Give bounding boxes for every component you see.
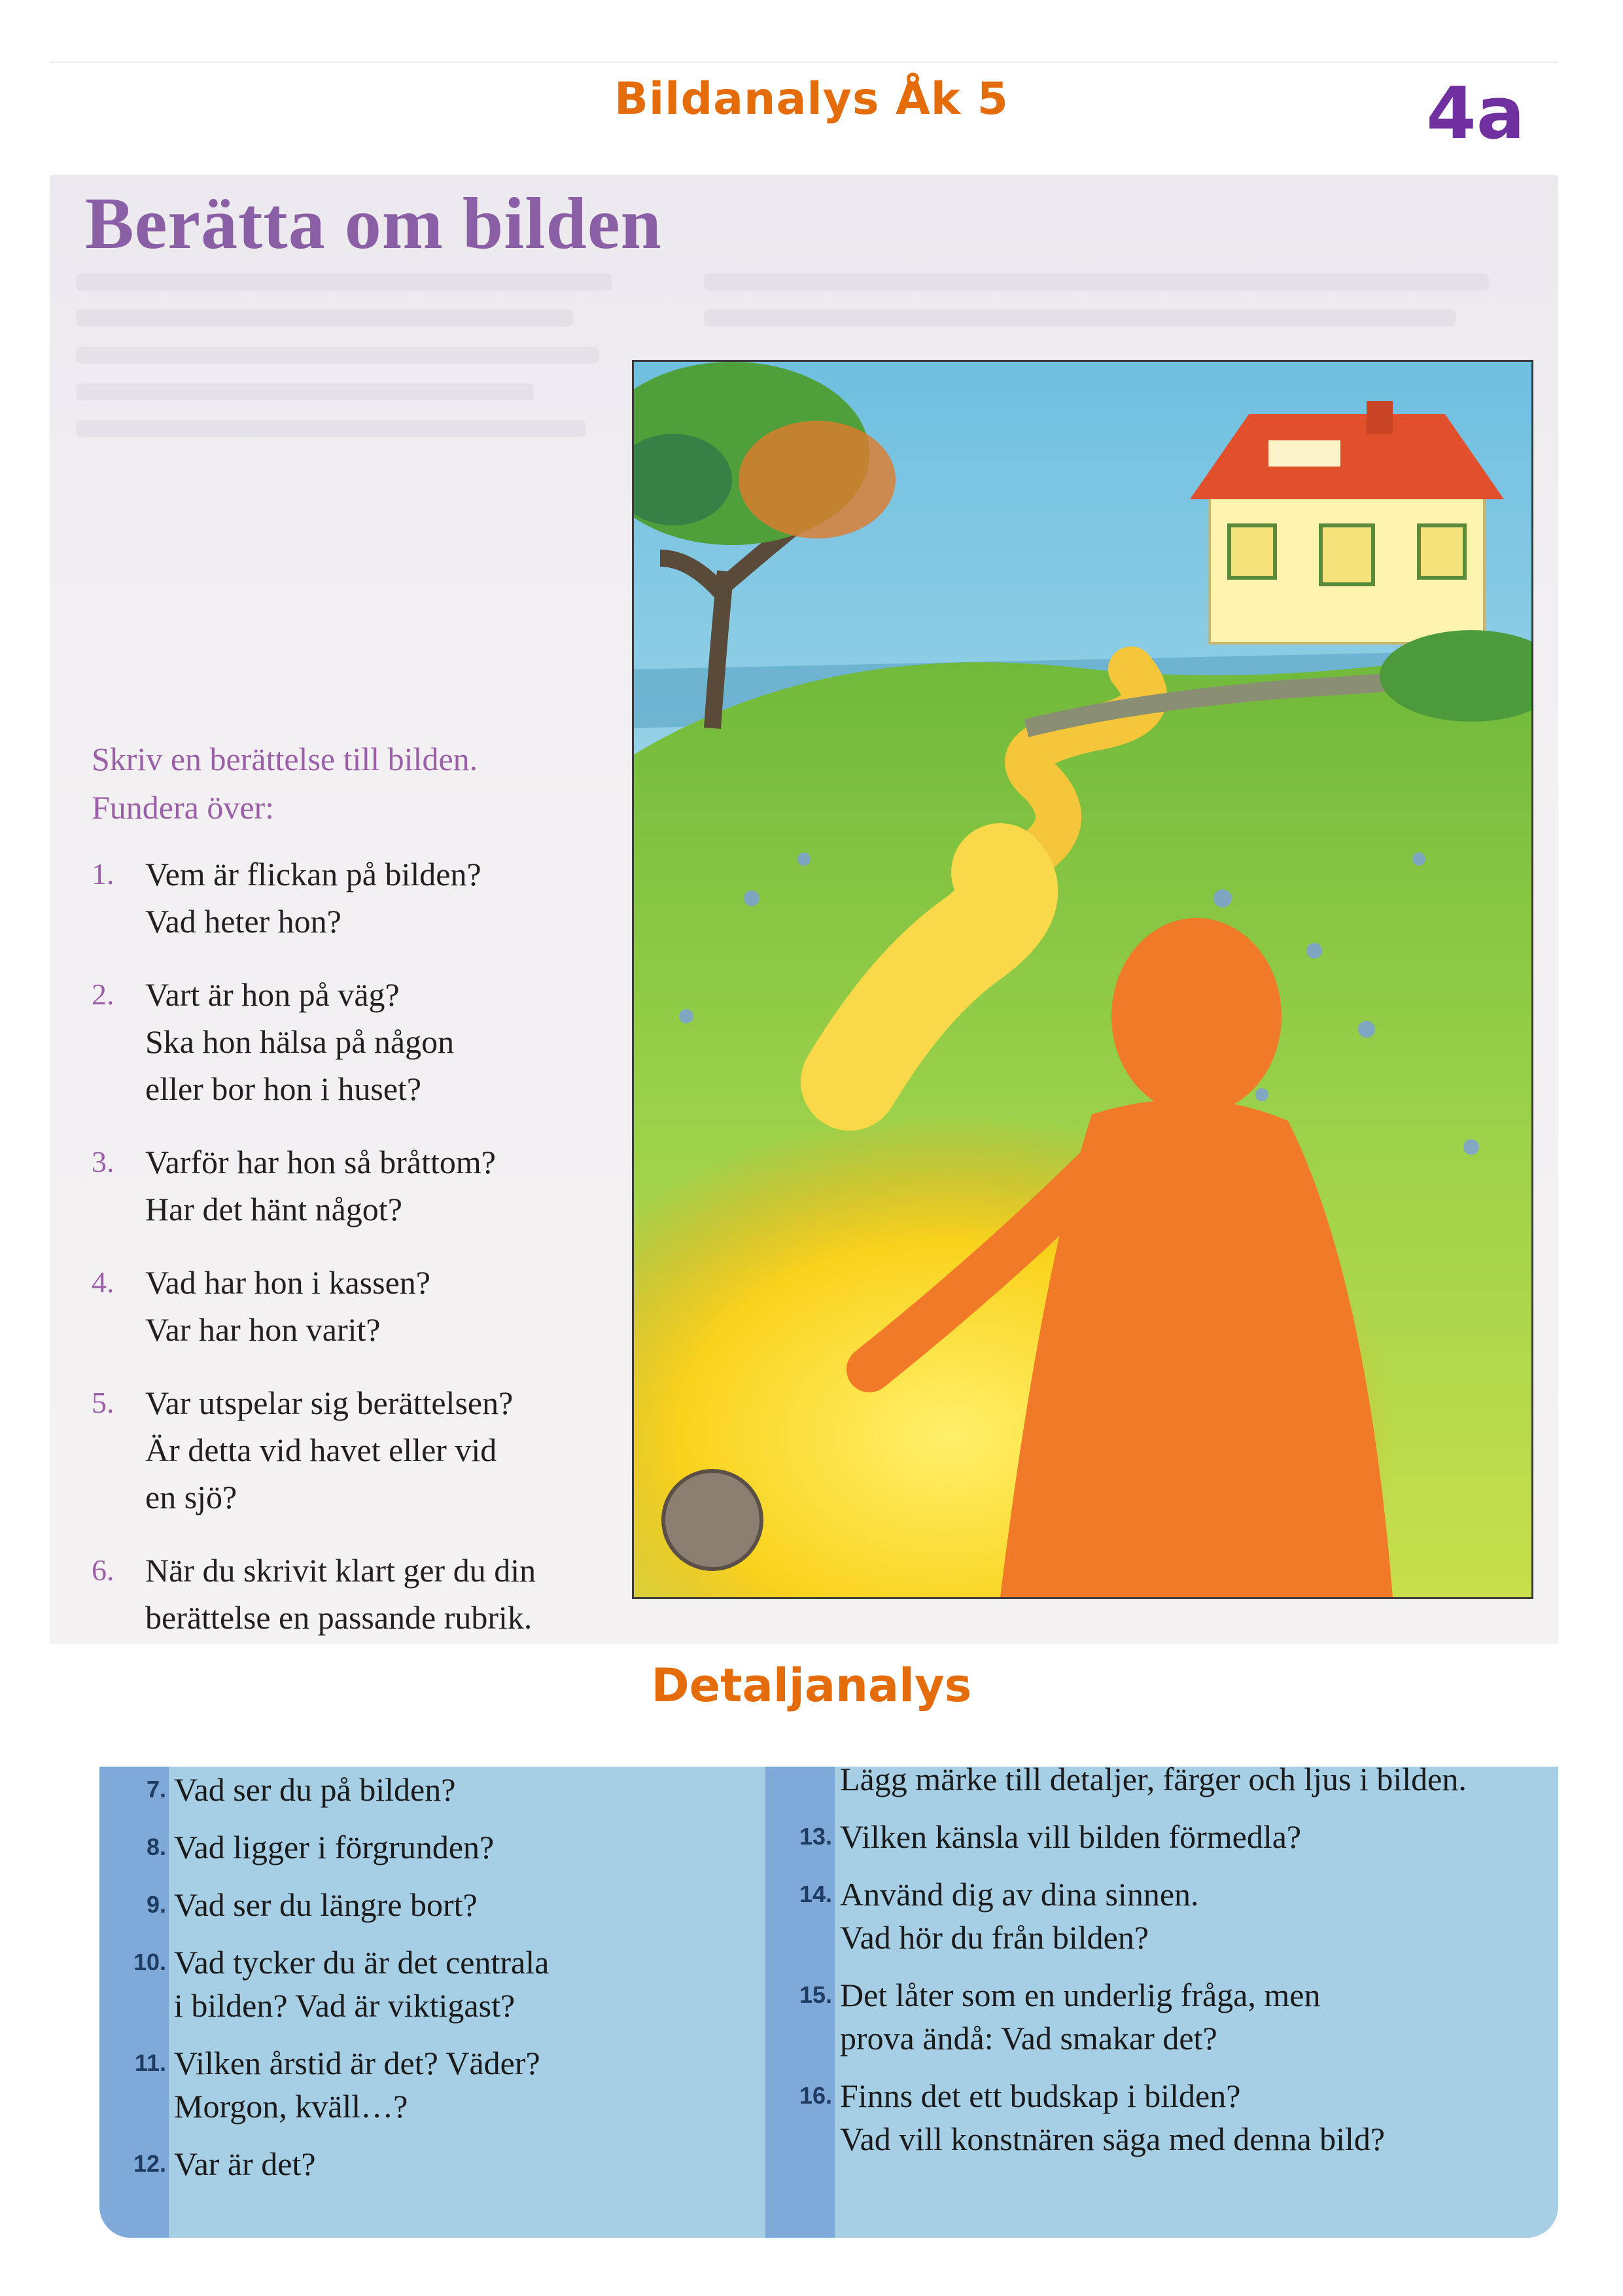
detail-number: 9.	[146, 1891, 166, 1918]
detail-text: Vad ser du längre bort?	[174, 1886, 478, 1923]
detail-panel	[99, 1767, 1558, 2238]
detail-left-column	[106, 1768, 549, 2200]
question-text: När du skrivit klart ger du din berättelse en passande rubrik.	[145, 1552, 536, 1636]
prompt-line: Skriv en berättelse till bilden.	[92, 741, 478, 777]
detail-item	[772, 1815, 1467, 1858]
question-number: 1.	[92, 857, 114, 891]
question-item	[92, 1139, 667, 1233]
shopping-bag	[663, 1471, 761, 1569]
worksheet-number: 4a	[1426, 71, 1525, 155]
bleed-through-line	[704, 274, 1489, 291]
question-number: 2.	[92, 978, 114, 1011]
detail-text: Vad tycker du är det centrala i bilden? Vad är viktigast?	[174, 1944, 550, 2024]
detail-number: 14.	[799, 1881, 832, 1907]
question-number: 5.	[92, 1386, 114, 1419]
question-text: Vart är hon på väg? Ska hon hälsa på någon eller bor hon i huset?	[145, 976, 455, 1107]
question-item	[92, 971, 667, 1112]
detail-text: Vilken årstid är det? Väder? Morgon, kväll…?	[174, 2045, 540, 2125]
detail-item	[106, 1826, 549, 1869]
detail-text: Finns det ett budskap i bilden? Vad vill konstnären säga med denna bild?	[840, 2077, 1386, 2157]
detail-analysis-box	[50, 1767, 1558, 2251]
question-list	[92, 851, 667, 1644]
question-number: 3.	[92, 1145, 114, 1178]
bleed-through-line	[76, 347, 599, 364]
detail-text: Använd dig av dina sinnen. Vad hör du från bilden?	[840, 1876, 1199, 1956]
question-item	[92, 1547, 667, 1641]
question-text: Vem är flickan på bilden? Vad heter hon?	[145, 856, 481, 940]
question-text: Var utspelar sig berättelsen? Är detta vid havet eller vid en sjö?	[145, 1385, 514, 1515]
writing-prompt	[92, 735, 478, 832]
prompt-line: Fundera över:	[92, 789, 275, 826]
detail-item	[772, 2074, 1467, 2161]
detail-item	[106, 1883, 549, 1926]
question-item	[92, 1379, 667, 1521]
section-title: Detaljanalys	[651, 1659, 972, 1712]
detail-text: Lägg märke till detaljer, färger och ljus i bilden.	[840, 1767, 1467, 1797]
question-number: 4.	[92, 1265, 114, 1299]
detail-text: Var är det?	[174, 2146, 316, 2182]
page-title: Bildanalys Åk 5	[614, 73, 1009, 125]
house	[1190, 401, 1504, 643]
bleed-through-line	[76, 274, 612, 291]
detail-number: 8.	[146, 1833, 166, 1860]
scanned-book-page	[50, 175, 1558, 1644]
painting	[632, 360, 1533, 1599]
detail-number: 15.	[799, 1981, 832, 2008]
detail-text: Vad ser du på bilden?	[174, 1771, 456, 1808]
detail-item	[772, 1767, 1467, 1801]
detail-item	[106, 2041, 549, 2128]
detail-text: Vad ligger i förgrunden?	[174, 1829, 495, 1865]
painting-illustration	[634, 362, 1531, 1597]
question-item	[92, 851, 667, 945]
top-rule	[50, 62, 1558, 63]
detail-item	[106, 1768, 549, 1811]
detail-number: 16.	[799, 2082, 832, 2109]
detail-text: Vilken känsla vill bilden förmedla?	[840, 1818, 1302, 1855]
detail-number: 13.	[799, 1823, 832, 1850]
detail-right-column	[772, 1767, 1467, 2175]
detail-number: 12.	[133, 2150, 166, 2177]
detail-item	[106, 1941, 549, 2027]
bleed-through-line	[76, 309, 573, 327]
detail-number: 11.	[134, 2049, 166, 2076]
question-number: 6.	[92, 1553, 114, 1587]
scan-title: Berätta om bilden	[85, 183, 662, 264]
question-item	[92, 1259, 667, 1353]
bleed-through-line	[76, 420, 586, 437]
detail-number: 10.	[133, 1949, 166, 1975]
detail-number	[772, 1767, 840, 1801]
detail-number: 7.	[146, 1776, 166, 1803]
detail-item	[772, 1973, 1467, 2060]
question-text: Vad har hon i kassen? Var har hon varit?	[145, 1264, 430, 1348]
bleed-through-line	[704, 309, 1456, 327]
question-text: Varför har hon så bråttom? Har det hänt något?	[145, 1144, 496, 1227]
detail-item	[772, 1873, 1467, 1959]
detail-text: Det låter som en underlig fråga, men prova ändå: Vad smakar det?	[840, 1977, 1321, 2057]
bleed-through-line	[76, 383, 534, 400]
detail-item	[106, 2142, 549, 2185]
